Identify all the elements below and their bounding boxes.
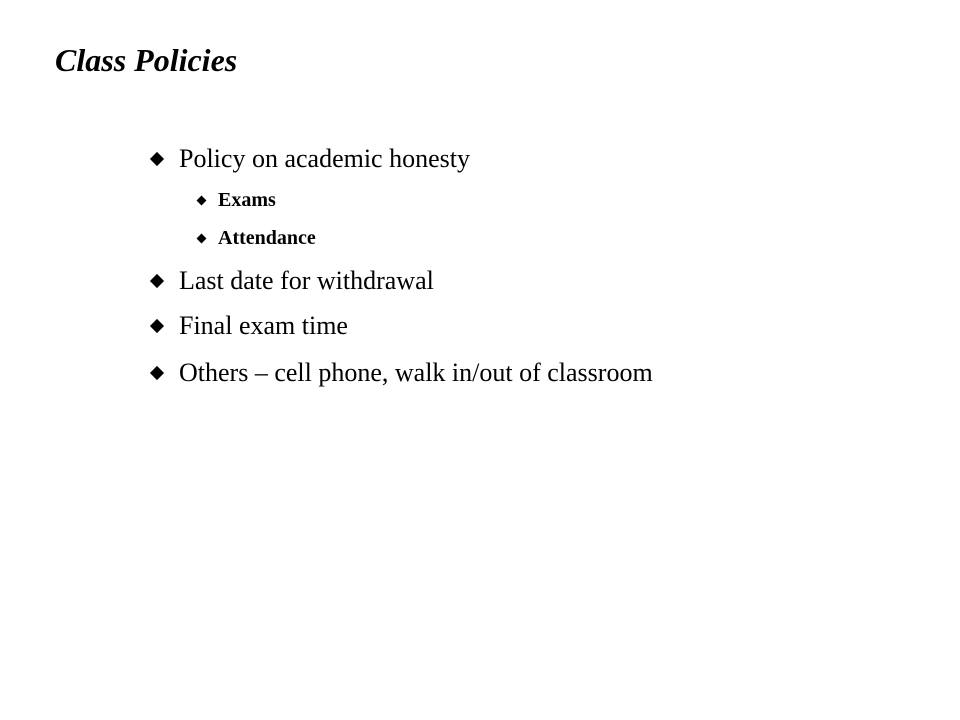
sub-bullet-item-attendance <box>196 226 316 250</box>
diamond-bullet-icon <box>197 195 207 205</box>
bullet-item-others <box>149 357 653 389</box>
sub-bullet-text: Attendance <box>218 227 316 249</box>
sub-bullet-item-exams <box>196 188 276 212</box>
slide-title: Class Policies <box>55 42 238 78</box>
diamond-bullet-icon <box>150 366 164 380</box>
bullet-text: Others – cell phone, walk in/out of classroom <box>179 358 653 387</box>
bullet-text: Policy on academic honesty <box>179 144 470 173</box>
bullet-item-academic-honesty <box>149 143 470 175</box>
diamond-bullet-icon <box>150 274 164 288</box>
diamond-bullet-icon <box>150 319 164 333</box>
bullet-item-final-exam-time <box>149 310 348 342</box>
bullet-text: Last date for withdrawal <box>179 266 434 295</box>
sub-bullet-text: Exams <box>218 189 276 211</box>
bullet-text: Final exam time <box>179 311 348 340</box>
bullet-item-withdrawal-date <box>149 265 434 297</box>
diamond-bullet-icon <box>197 233 207 243</box>
diamond-bullet-icon <box>150 152 164 166</box>
